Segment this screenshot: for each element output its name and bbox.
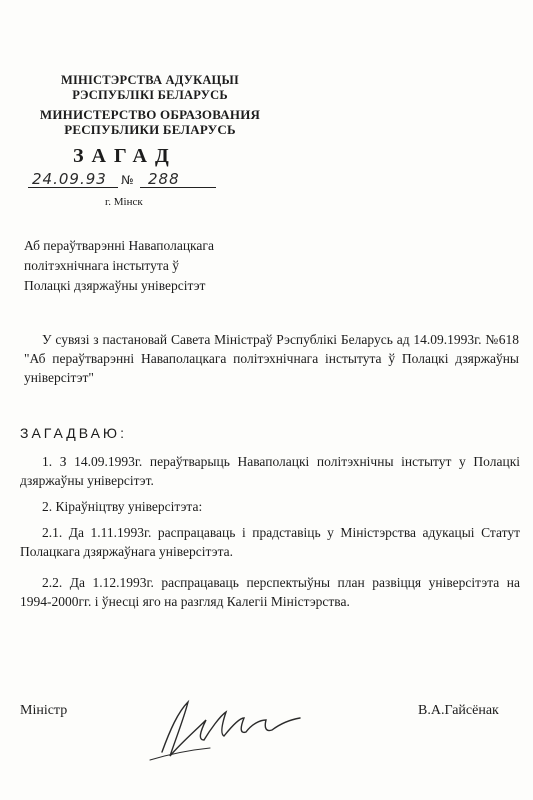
subject-line3: Полацкі дзяржаўны універсітэт: [24, 278, 206, 293]
handwritten-signature: [140, 690, 310, 765]
signatory-name: В.А.Гайсёнак: [418, 703, 499, 718]
order-item-2: 2. Кіраўніцтву універсітэта:: [42, 499, 203, 514]
signatory-role: Міністр: [20, 703, 68, 718]
date-number-row: [28, 170, 218, 192]
order-date: 24.09.93: [32, 170, 107, 188]
document-type-title: ЗАГАД: [73, 145, 177, 167]
intro-paragraph: У сувязі з пастановай Савета Міністраў Рэспублікі Беларусь ад 14.09.1993г. №618 "Аб пераўтварэнні Наваполацкага політэхнічнага інстытута ў Полацкі дзяржаўны універсітэт": [24, 332, 519, 385]
number-label: №: [121, 173, 134, 187]
subject-line1: Аб пераўтварэнні Наваполацкага: [24, 238, 214, 253]
ministry-header-russian: [0, 107, 300, 137]
ministry-ru-line2: РЕСПУБЛИКИ БЕЛАРУСЬ: [64, 122, 236, 137]
order-keyword: ЗАГАДВАЮ:: [20, 425, 127, 441]
order-item-1: 1. З 14.09.1993г. пераўтварыць Наваполацкі політэхнічны інстытут у Полацкі дзяржаўны універсітэт.: [20, 454, 520, 488]
number-underline: [140, 187, 216, 188]
order-item-2-2: 2.2. Да 1.12.1993г. распрацаваць перспектыўны план развіцця універсітэта на 1994-2000гг. і ўнесці яго на разгляд Калегіі Міністэрства.: [20, 575, 520, 609]
order-subject: [24, 236, 214, 296]
ministry-be-line1: МІНІСТЭРСТВА АДУКАЦЫІ: [60, 73, 240, 87]
ministry-header-belarusian: [0, 73, 300, 103]
date-underline: [28, 187, 118, 188]
subject-line2: політэхнічнага інстытута ў: [24, 258, 180, 273]
ministry-ru-line1: МИНИСТЕРСТВО ОБРАЗОВАНИЯ: [39, 107, 261, 122]
order-item-2-1: 2.1. Да 1.11.1993г. распрацаваць і прадставіць у Міністэрства адукацыі Статут Полацкага дзяржаўнага універсітэта.: [20, 525, 520, 559]
ministry-be-line2: РЭСПУБЛІКІ БЕЛАРУСЬ: [72, 88, 228, 102]
city-label: г. Мінск: [105, 196, 143, 208]
order-number: 288: [148, 170, 180, 188]
